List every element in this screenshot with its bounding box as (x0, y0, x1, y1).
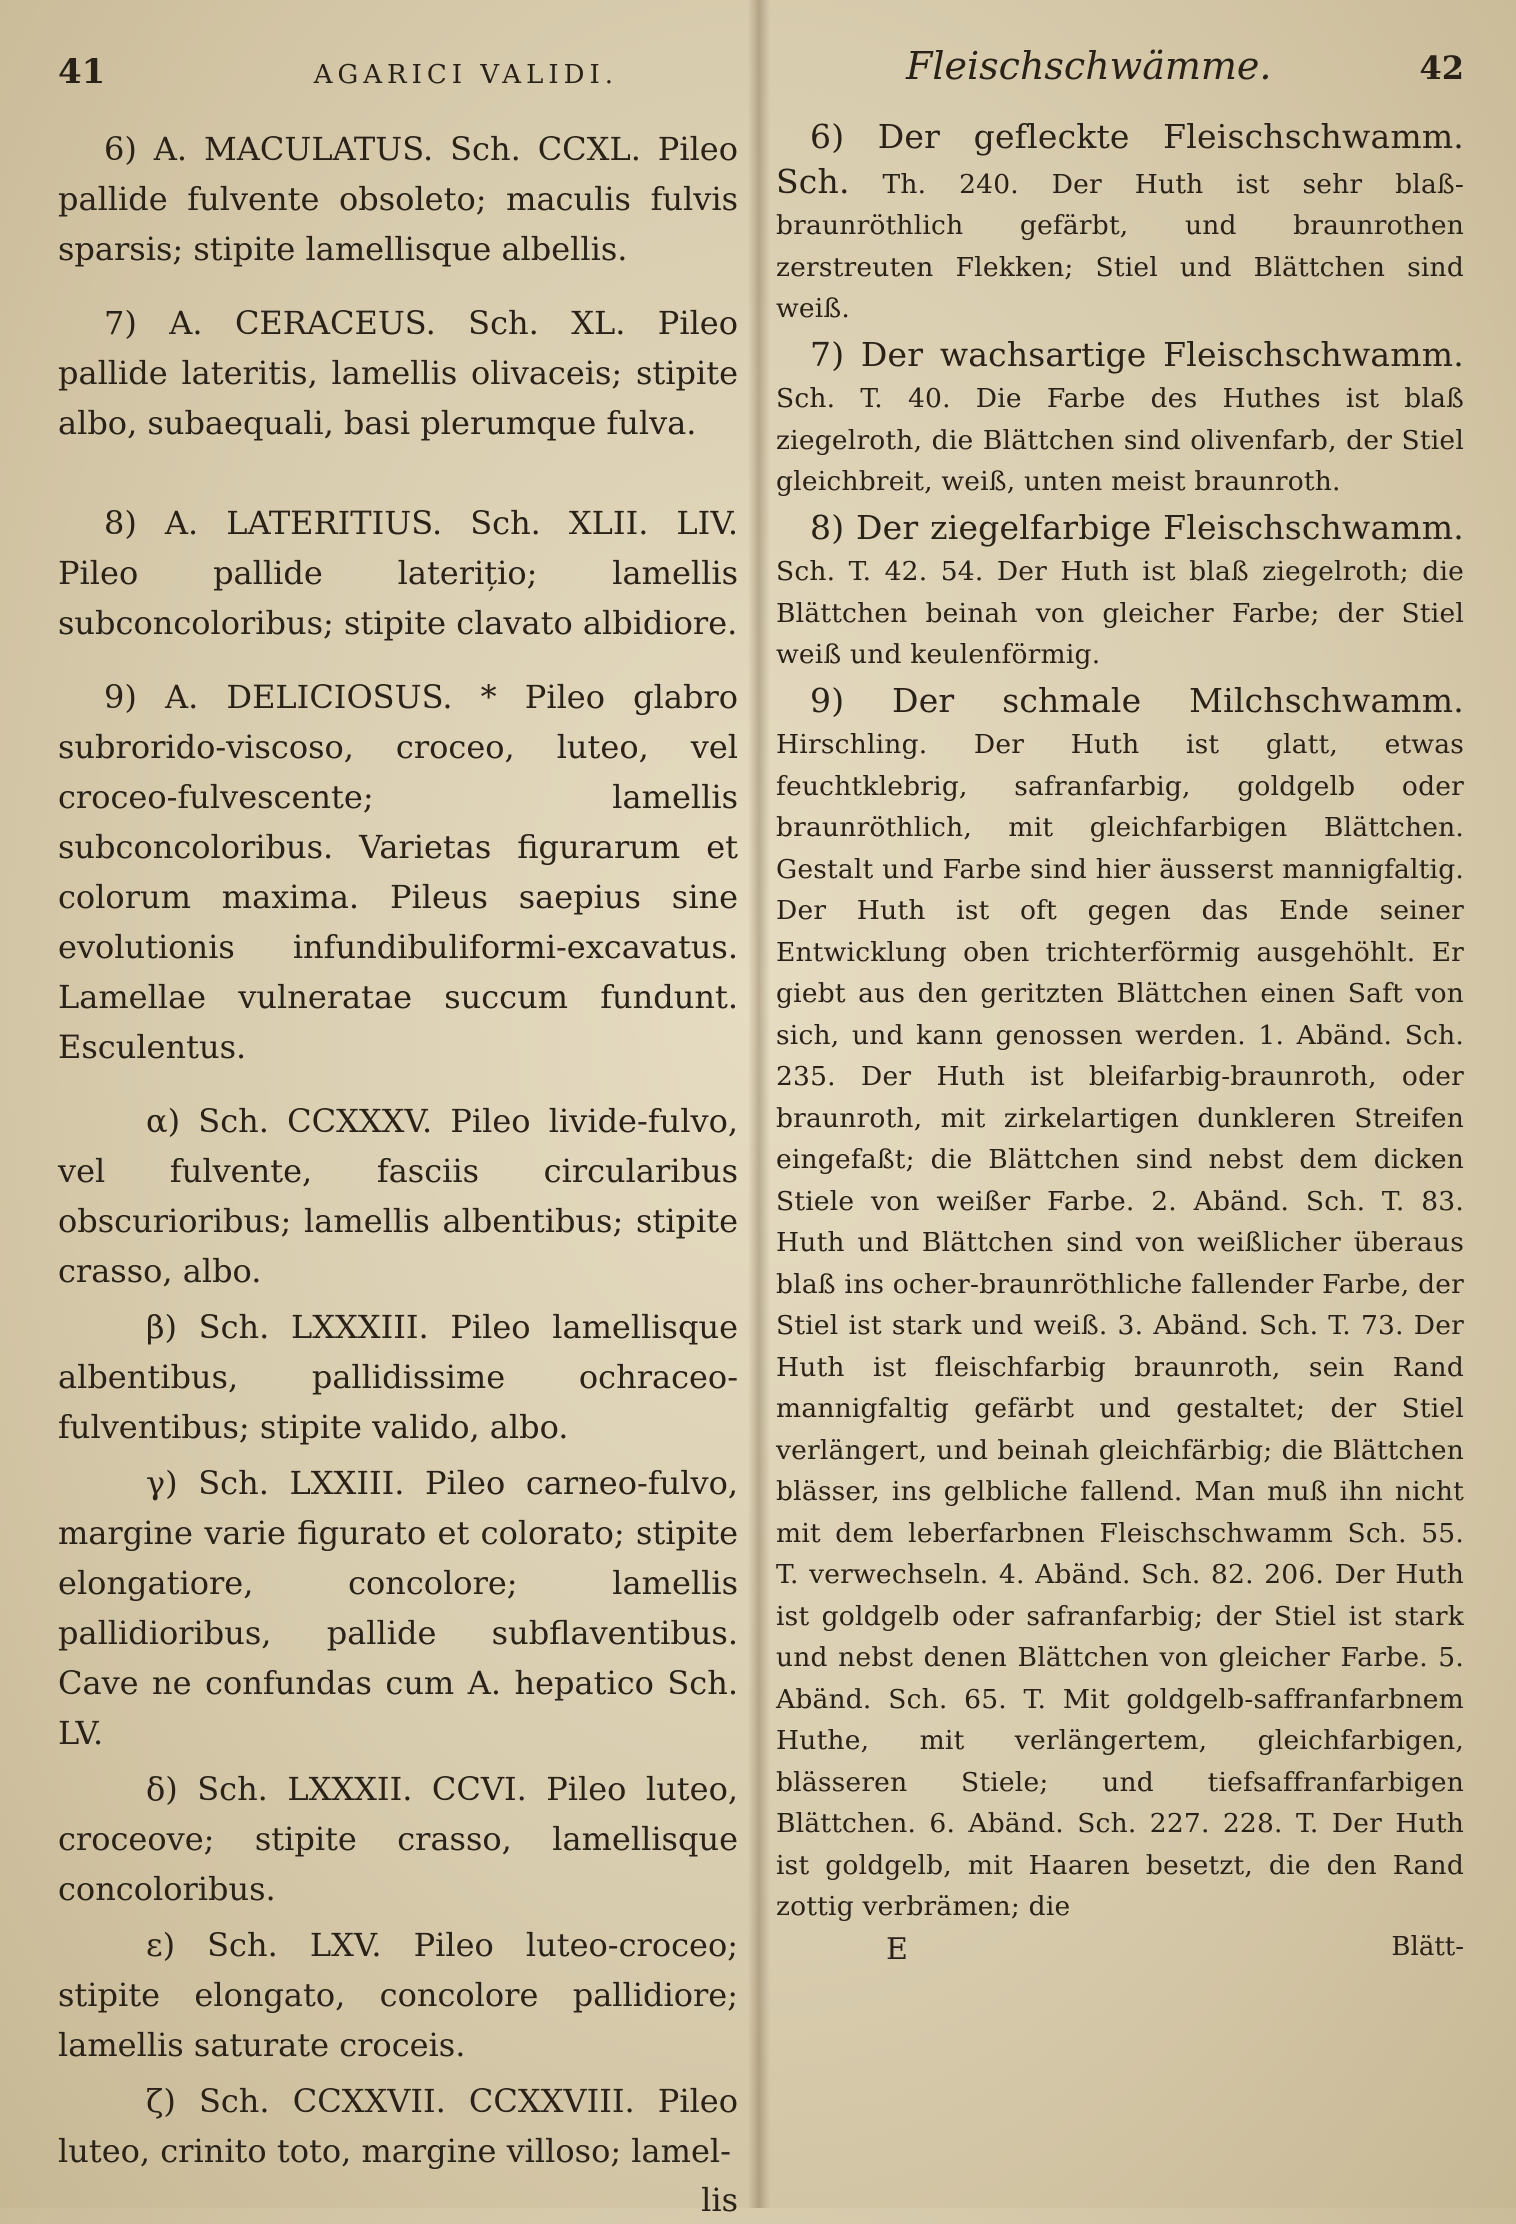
variety-gamma: γ) Sch. LXXIII. Pileo carneo-fulvo, margine varie figurato et colorato; stipite elongatiore, concolore; lamellis pallidioribus, pallide subflaventibus. Cave ne confundas cum A. hepatico Sch. LV. (58, 1464, 738, 1752)
entry-8-body: Sch. T. 42. 54. Der Huth ist blaß ziegelroth; die Blättchen beinah von gleicher Farbe; der Stiel weiß und keulenförmig. (776, 556, 1464, 670)
entry-6-body: Th. 240. Der Huth ist sehr blaß-braunröthlich gefärbt, und braunrothen zerstreuten Flekken; Stiel und Blättchen sind weiß. (776, 168, 1464, 324)
variety-beta: β) Sch. LXXXIII. Pileo lamellisque albentibus, pallidissime ochraceo-fulventibus; stipite valido, albo. (58, 1308, 738, 1446)
right-footer (776, 1932, 1464, 1976)
entry-6-latin: 6) A. MACULATUS. Sch. CCXL. Pileo pallide fulvente obsoleto; maculis fulvis sparsis; stipite lamellisque albellis. (58, 130, 738, 268)
left-page-number: 41 (58, 52, 106, 92)
variety-epsilon: ε) Sch. LXV. Pileo luteo-croceo; stipite elongato, concolore pallidiore; lamellis saturate croceis. (58, 1926, 738, 2064)
left-running-title: AGARICI VALIDI. (313, 60, 618, 90)
variety-delta: δ) Sch. LXXXII. CCVI. Pileo luteo, croceove; stipite crasso, lamellisque concoloribus. (58, 1770, 738, 1908)
right-page (758, 0, 1516, 2208)
variety-alpha: α) Sch. CCXXXV. Pileo livide-fulvo, vel fulvente, fasciis circularibus obscurioribus; lamellis albentibus; stipite crasso, albo. (58, 1102, 738, 1290)
entry-8-latin: 8) A. LATERITIUS. Sch. XLII. LIV. Pileo pallide laterițio; lamellis subconcoloribus; stipite clavato albidiore. (58, 504, 738, 642)
entry-7-german (776, 334, 1464, 503)
entry-9-german (776, 680, 1464, 1928)
entry-8-german (776, 507, 1464, 676)
right-page-number: 42 (1419, 49, 1464, 87)
entry-7-body: Sch. T. 40. Die Farbe des Huthes ist blaß ziegelroth, die Blättchen sind olivenfarb, der Stiel gleichbreit, weiß, unten meist braunroth. (776, 383, 1464, 497)
entry-7-heading: 7) Der wachsartige Fleischschwamm. (810, 334, 1464, 374)
right-catchword: Blätt- (1391, 1931, 1464, 1962)
entry-8-heading: 8) Der ziegelfarbige Fleischschwamm. (810, 507, 1464, 547)
entry-7-latin: 7) A. CERACEUS. Sch. XL. Pileo pallide lateritis, lamellis olivaceis; stipite albo, subaequali, basi plerumque fulva. (58, 304, 738, 442)
entry-6-german (776, 116, 1464, 330)
left-page (0, 0, 758, 2219)
entry-6-heading: 6) Der gefleckte Fleischschwamm. Sch. (776, 117, 1464, 201)
entry-9-heading: 9) Der schmale Milchschwamm. (810, 680, 1464, 720)
entry-9-latin: 9) A. DELICIOSUS. * Pileo glabro subrorido-viscoso, croceo, luteo, vel croceo-fulvescente; lamellis subconcoloribus. Varietas figurarum et colorum maxima. Pileus saepius sine evolutionis infundibuliformi-excavatus. Lamellae vulneratae succum fundunt. Esculentus. (58, 678, 738, 1066)
right-header (776, 44, 1464, 90)
left-catchword: lis (701, 2181, 738, 2219)
signature-mark: E (886, 1931, 908, 1967)
entry-9-body: Hirschling. Der Huth ist glatt, etwas feuchtklebrig, safranfarbig, goldgelb oder braunröthlich, mit gleichfarbigen Blättchen. Gestalt und Farbe sind hier äusserst mannigfaltig. Der Huth ist oft gegen das Ende seiner Entwicklung oben trichterförmig ausgehöhlt. Er giebt aus den geritzten Blättchen einen Saft von sich, und kann genossen werden. 1. Abänd. Sch. 235. Der Huth ist bleifarbig-braunroth, oder braunroth, mit zirkelartigen dunkleren Streifen eingefaßt; die Blättchen sind nebst dem dicken Stiele von weißer Farbe. 2. Abänd. Sch. T. 83. Huth und Blättchen sind von weißlicher überaus blaß ins ocher-braunröthliche fallender Farbe, der Stiel ist stark und weiß. 3. Abänd. Sch. T. 73. Der Huth ist fleischfarbig braunroth, sein Rand mannigfaltig gefärbt und gestaltet; der Stiel verlängert, und beinah gleichfärbig; die Blättchen blässer, ins gelbliche fallend. Man muß ihn nicht mit dem leberfarbnen Fleischschwamm Sch. 55. T. verwechseln. 4. Abänd. Sch. 82. 206. Der Huth ist goldgelb oder safranfarbig; der Stiel ist stark und nebst denen Blättchen von gleicher Farbe. 5. Abänd. Sch. 65. T. Mit goldgelb-saffranfarbnem Huthe, mit verlängertem, gleichfarbigen, blässeren Stiele; und tiefsaffranfarbigen Blättchen. 6. Abänd. Sch. 227. 228. T. Der Huth ist goldgelb, mit Haaren besetzt, die den Rand zottig verbrämen; die (776, 729, 1464, 1922)
right-running-title: Fleischschwämme. (906, 44, 1272, 88)
left-header (58, 52, 738, 98)
variety-zeta: ζ) Sch. CCXXVII. CCXXVIII. Pileo luteo, crinito toto, margine villoso; lamel- (58, 2082, 738, 2170)
